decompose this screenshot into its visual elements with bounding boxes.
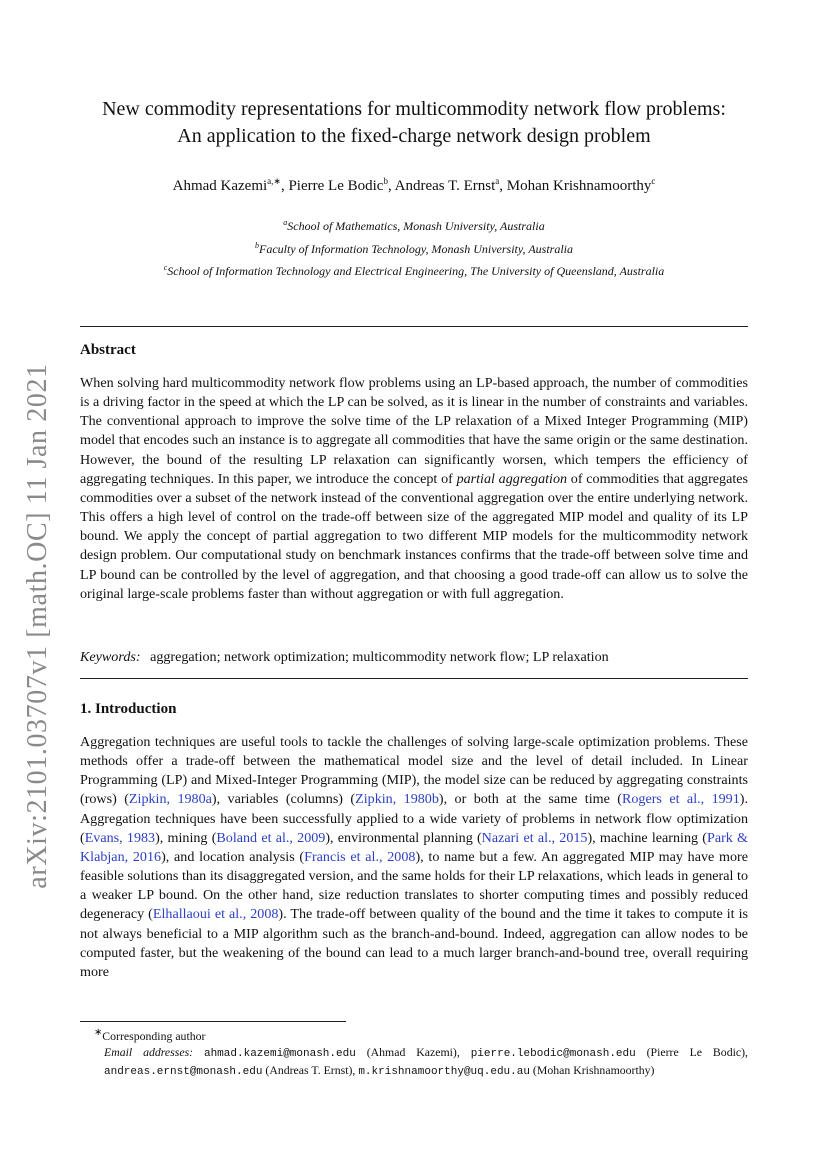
intro-text: Aggregation techniques are useful tools to tackle the challenges of solving large-scale optimization problems. These methods offer a trade-off between the mathematical model size and the level of detail included. In Linear Programming (LP) and Mixed-Integer Programming (MIP), the model size can be reduced by aggregating constraints (rows) ( xyxy=(80,734,748,808)
citation-link[interactable]: Zipkin, 1980b xyxy=(355,791,439,808)
intro-text: ), environmental planning ( xyxy=(325,829,482,846)
email-link[interactable]: andreas.ernst@monash.edu xyxy=(104,1065,263,1078)
author-affil-mark: a xyxy=(495,176,500,186)
author-separator: , xyxy=(499,178,507,194)
intro-text: ), mining ( xyxy=(155,829,217,846)
affiliation-mark: c xyxy=(163,263,168,272)
abstract-body xyxy=(80,374,748,604)
footnote-mark: ∗ xyxy=(94,1027,103,1038)
footnote-corresponding-text: Corresponding author xyxy=(102,1028,206,1043)
section-heading-introduction: 1. Introduction xyxy=(80,701,177,717)
email-owner: (Mohan Krishnamoorthy) xyxy=(529,1062,655,1077)
intro-text: ), and location analysis ( xyxy=(161,848,305,865)
affiliation xyxy=(80,241,748,257)
author-separator: , xyxy=(280,178,289,194)
author-name: Ahmad Kazemi xyxy=(172,178,268,194)
affiliation-mark: b xyxy=(255,241,259,250)
citation-link[interactable]: Boland et al., 2009 xyxy=(216,829,326,846)
email-owner: (Andreas T. Ernst), xyxy=(262,1062,359,1077)
intro-text: ). Aggregation techniques have been successfully applied to a wide variety of problems in network flow optimization ( xyxy=(80,791,748,846)
author-name: Mohan Krishnamoorthy xyxy=(506,178,652,194)
keywords-label: Keywords: xyxy=(80,649,141,665)
arxiv-sidebar-stamp xyxy=(14,352,62,900)
citation-link[interactable]: Zipkin, 1980a xyxy=(128,791,212,808)
keywords-text: aggregation; network optimization; multicommodity network flow; LP relaxation xyxy=(150,649,609,665)
intro-text: ). The trade-off between quality of the bound and the time it takes to compute it is not always beneficial to a MIP algorithm such as the branch-and-bound. Indeed, aggregation can allow nodes to be computed faster, but the weakening of the bound can lead to a much larger branch-and-bound tree, overall requiring more xyxy=(80,906,748,980)
email-link[interactable]: ahmad.kazemi@monash.edu xyxy=(203,1047,356,1060)
citation-link[interactable]: Elhallaoui et al., 2008 xyxy=(152,906,279,923)
title-line-2: An application to the fixed-charge network design problem xyxy=(177,125,651,147)
citation-link[interactable]: Francis et al., 2008 xyxy=(304,848,416,865)
author-list xyxy=(80,176,748,195)
email-owner: (Pierre Le Bodic), xyxy=(635,1044,748,1059)
affiliation xyxy=(80,263,748,279)
intro-text: ), machine learning ( xyxy=(587,829,707,846)
abstract-emphasis: partial aggregation xyxy=(456,470,568,487)
citation-link[interactable]: Nazari et al., 2015 xyxy=(481,829,588,846)
arxiv-id: arXiv:2101.03707v1 [math.OC] 11 Jan 2021 xyxy=(22,363,53,889)
author-affil-mark: a,∗ xyxy=(267,176,281,186)
affiliation-text: School of Mathematics, Monash University, Australia xyxy=(287,219,545,233)
footnote-rule xyxy=(80,1021,346,1022)
intro-text: ), or both at the same time ( xyxy=(438,791,622,808)
title-line-1: New commodity representations for multicommodity network flow problems: xyxy=(102,98,726,120)
author-affil-mark: b xyxy=(383,176,388,186)
footnote xyxy=(80,1025,748,1080)
keywords-line xyxy=(80,649,748,666)
author-affil-mark: c xyxy=(651,176,656,186)
citation-link[interactable]: Park & Klabjan, 2016 xyxy=(80,829,749,865)
author-name: Andreas T. Ernst xyxy=(394,178,496,194)
email-link[interactable]: m.krishnamoorthy@uq.edu.au xyxy=(358,1065,530,1078)
email-label: Email addresses: xyxy=(104,1044,194,1059)
affiliation xyxy=(80,218,748,234)
email-owner: (Ahmad Kazemi), xyxy=(355,1044,471,1059)
email-link[interactable]: pierre.lebodic@monash.edu xyxy=(470,1047,636,1060)
affiliation-text: School of Information Technology and Electrical Engineering, The University of Queensland, Australia xyxy=(167,264,665,278)
footnote-corresponding xyxy=(80,1025,748,1044)
introduction-body xyxy=(80,733,748,982)
affiliation-text: Faculty of Information Technology, Monash University, Australia xyxy=(259,242,573,256)
affiliation-mark: a xyxy=(283,218,288,227)
abstract-text-2: of commodities that aggregates commodities over a subset of the network instead of the conventional aggregation over the entire underlying network. This offers a high level of control on the trade-off between size of the aggregated MIP model and quality of its LP bound. We apply the concept of partial aggregation to two different MIP models for the multicommodity network design problem. Our computational study on benchmark instances confirms that the trade-off between solve time and LP bound can be controlled by the level of aggregation, and that choosing a good trade-off can allow us to solve the original large-scale problems faster than without aggregation or with full aggregation. xyxy=(80,470,748,602)
paper-title xyxy=(80,96,748,150)
citation-link[interactable]: Rogers et al., 1991 xyxy=(621,791,740,808)
intro-text: ), variables (columns) ( xyxy=(211,791,356,808)
abstract-heading: Abstract xyxy=(80,342,136,358)
abstract-top-rule xyxy=(80,326,748,327)
author-name: Pierre Le Bodic xyxy=(288,178,384,194)
footnote-emails xyxy=(80,1044,748,1080)
intro-text: ), to name but a few. An aggregated MIP may have more feasible solutions than its disaggregated version, and the same holds for their LP relaxations, which leads in general to a weaker LP bound. On the other hand, size reduction translates to shorter computing times and possibly reduced degeneracy ( xyxy=(80,848,748,923)
author-separator: , xyxy=(387,178,395,194)
citation-link[interactable]: Evans, 1983 xyxy=(84,829,156,846)
abstract-bottom-rule xyxy=(80,678,748,679)
abstract-text-1: When solving hard multicommodity network flow problems using an LP-based approach, the number of commodities is a driving factor in the speed at which the LP can be solved, as it is linear in the number of constraints and variables. The conventional approach to improve the solve time of the LP relaxation of a Mixed Integer Programming (MIP) model that encodes such an instance is to aggregate all commodities that have the same origin or the same destination. However, the bound of the resulting LP relaxation can significantly worsen, which tempers the efficiency of aggregating techniques. In this paper, we introduce the concept of xyxy=(80,375,748,487)
